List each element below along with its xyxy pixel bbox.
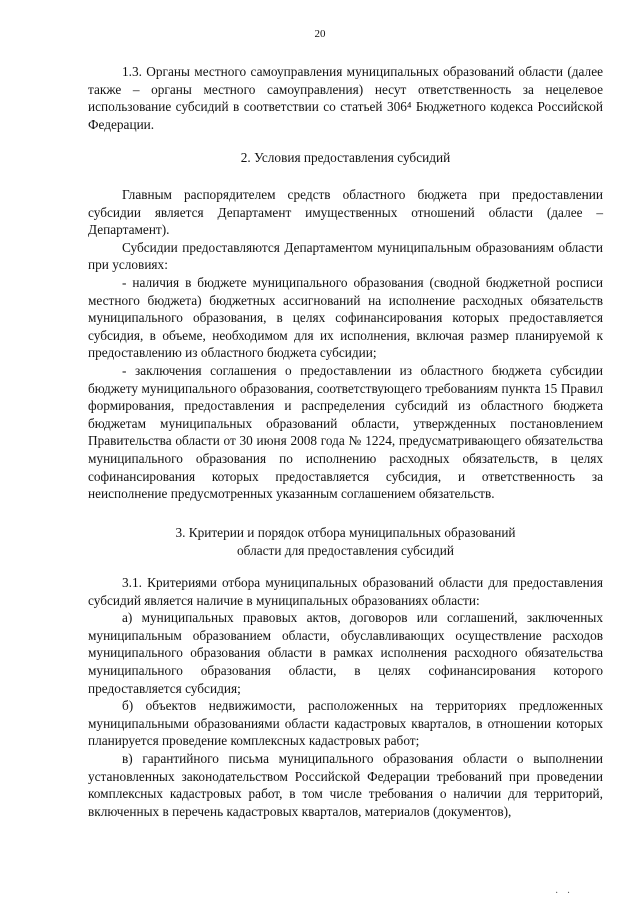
corner-mark: · · xyxy=(555,888,574,899)
section-3-body xyxy=(88,574,603,820)
section-3-heading-line-1: 3. Критерии и порядок отбора муниципальных образований xyxy=(175,525,516,540)
section-2-heading: 2. Условия предоставления субсидий xyxy=(240,150,451,165)
page-number: 20 xyxy=(314,28,326,40)
sec2-paragraph-2: Субсидии предоставляются Департаментом муниципальным образованиям области при условиях: xyxy=(88,239,603,273)
sec3-item-c: в) гарантийного письма муниципального образования области о выполнении установленных законодательством Российской Федерации требований при проведении комплексных кадастровых работ, в том числе требования о наличии для территорий, включенных в перечень кадастровых кварталов, материалов (документов), xyxy=(88,750,603,819)
section-3-heading-block xyxy=(88,524,603,559)
sec2-paragraph-1: Главным распорядителем средств областного бюджета при предоставлении субсидии является Департамент имущественных отношений области (далее – Департамент). xyxy=(88,187,603,238)
sec2-condition-2: - заключения соглашения о предоставлении из областного бюджета субсидии бюджету муниципального образования, соответствующего требованиям пункта 15 Правил формирования, предоставления и распределения субсидий из областного бюджета бюджетам муниципальных образований области, утвержденных постановлением Правительства области от 30 июня 2008 года № 1224, предусматривающего обязательства муниципального образования по исполнению расходных обязательств, в целях софинансирования которых предоставляется субсидия, и ответственность за неисполнение предусмотренных указанным соглашением обязательств. xyxy=(88,362,603,502)
section-2-body xyxy=(88,186,603,503)
section-1-3 xyxy=(88,63,603,133)
sec3-paragraph-1: 3.1. Критериями отбора муниципальных образований области для предоставления субсидий является наличие в муниципальных образованиях области: xyxy=(88,575,603,608)
section-2-heading-block xyxy=(88,149,603,167)
sec3-item-b: б) объектов недвижимости, расположенных на территориях предложенных муниципальными образованиями области кадастровых кварталов, в отношении которых планируется проведение комплексных кадастровых работ; xyxy=(88,698,603,749)
sec2-condition-1: - наличия в бюджете муниципального образования (сводной бюджетной росписи местного бюджета) бюджетных ассигнований на исполнение расходных обязательств муниципального образования, в целях софинансирования которых предоставляется субсидия, в объеме, необходимом для их исполнения, включая размер планируемой к предоставлению из областного бюджета субсидии; xyxy=(88,274,603,361)
section-3-heading-line-2: области для предоставления субсидий xyxy=(237,542,454,558)
sec3-item-a: а) муниципальных правовых актов, договоров или соглашений, заключенных муниципальным образованием области, обуславливающих осуществление расходов муниципального образования области в рамках исполнения расходного обязательства муниципального образования области, в целях софинансирования которого предоставляется субсидия; xyxy=(88,610,603,696)
paragraph-1-3: 1.3. Органы местного самоуправления муниципальных образований области (далее также – органы местного самоуправления) несут ответственность за нецелевое использование субсидий в соответствии со статьей 306⁴ Бюджетного кодекса Российской Федерации. xyxy=(88,64,603,132)
